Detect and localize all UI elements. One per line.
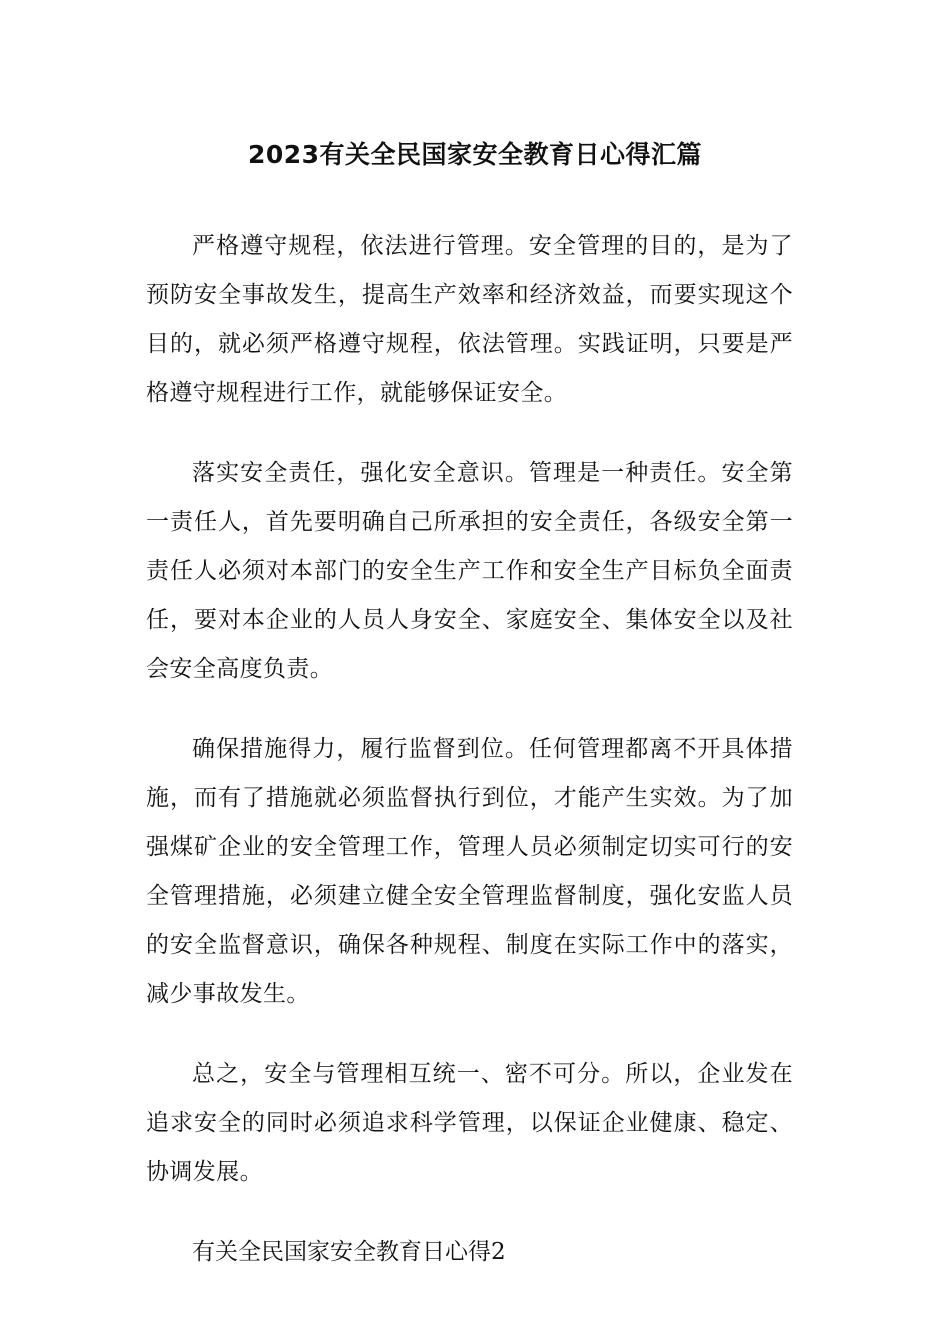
paragraph-3: 确保措施得力，履行监督到位。任何管理都离不开具体措施，而有了措施就必须监督执行到位，才能产生实效。为了加强煤矿企业的安全管理工作，管理人员必须制定切实可行的安全管理措施，必须建立健全安全管理监督制度，强化安监人员的安全监督意识，确保各种规程、制度在实际工作中的落实，减少事故发生。 xyxy=(146,736,793,1007)
paragraph-2: 落实安全责任，强化安全意识。管理是一种责任。安全第一责任人，首先要明确自己所承担的安全责任，各级安全第一责任人必须对本部门的安全生产工作和安全生产目标负全面责任，要对本企业的人员人身安全、家庭安全、集体安全以及社会安全高度负责。 xyxy=(146,460,793,682)
paragraph-4: 总之，安全与管理相互统一、密不可分。所以，企业发在追求安全的同时必须追求科学管理，以保证企业健康、稳定、协调发展。 xyxy=(146,1061,793,1185)
document-title: 2023有关全民国家安全教育日心得汇篇 xyxy=(247,140,703,169)
section-heading: 有关全民国家安全教育日心得2 xyxy=(192,1239,506,1265)
paragraph-1: 严格遵守规程，依法进行管理。安全管理的目的，是为了预防安全事故发生，提高生产效率和经济效益，而要实现这个目的，就必须严格遵守规程，依法管理。实践证明，只要是严格遵守规程进行工作，就能够保证安全。 xyxy=(146,233,793,406)
document-body xyxy=(146,222,793,1277)
